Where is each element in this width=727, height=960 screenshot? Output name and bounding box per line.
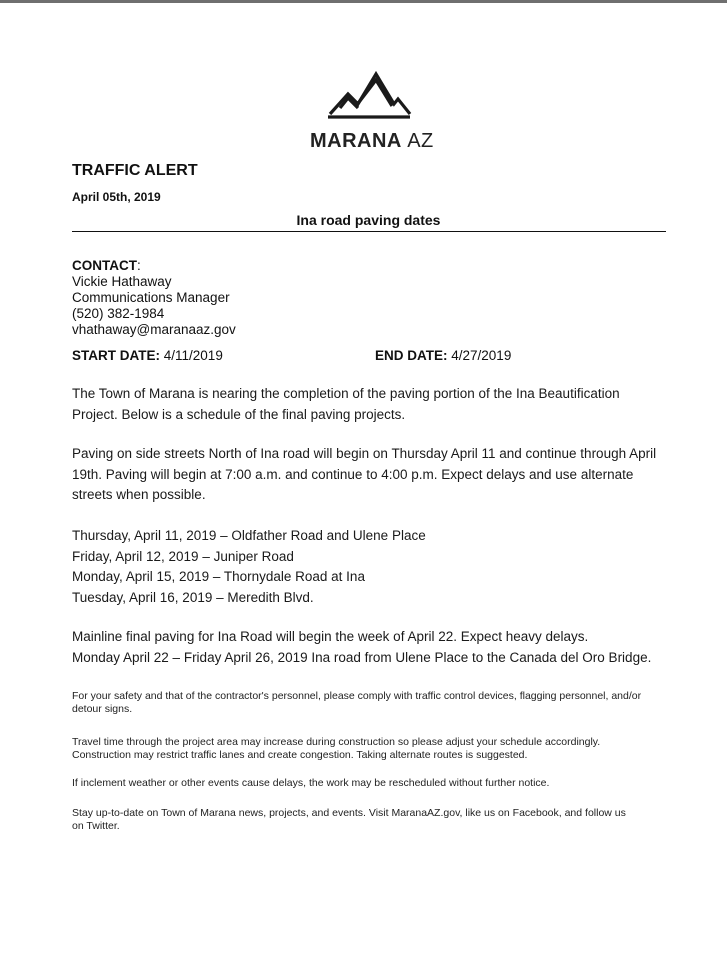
- end-date: END DATE: 4/27/2019: [375, 348, 512, 363]
- travel-note: Travel time through the project area may increase during construction so please adjust your schedule accordingly. Construction may restrict traffic lanes and create congestion. Taking alternate routes is suggested.: [72, 736, 601, 761]
- contact-block: [72, 258, 236, 338]
- contact-phone: (520) 382-1984: [72, 306, 165, 321]
- stay-updated-note: Stay up-to-date on Town of Marana news, projects, and events. Visit MaranaAZ.gov, like us on Facebook, and follow us on Twitter.: [72, 807, 626, 832]
- schedule-item: Friday, April 12, 2019 – Juniper Road: [72, 548, 294, 564]
- contact-heading: CONTACT:: [72, 258, 141, 273]
- schedule-item: Tuesday, April 16, 2019 – Meredith Blvd.: [72, 589, 314, 605]
- intro-paragraph: The Town of Marana is nearing the completion of the paving portion of the Ina Beautification Project. Below is a schedule of the final paving projects.: [72, 386, 620, 422]
- top-border: [0, 0, 727, 3]
- marana-logo: [310, 68, 434, 156]
- contact-title: Communications Manager: [72, 290, 230, 305]
- alert-date: April 05th, 2019: [72, 190, 161, 204]
- mountain-icon: [326, 68, 412, 120]
- divider: [72, 231, 666, 232]
- weather-note: If inclement weather or other events cause delays, the work may be rescheduled without further notice.: [72, 777, 550, 789]
- mainline-paragraph: Mainline final paving for Ina Road will begin the week of April 22. Expect heavy delays. Monday April 22 – Friday April 26, 2019 Ina road from Ulene Place to the Canada del Oro Bridge.: [72, 629, 652, 665]
- schedule-item: Monday, April 15, 2019 – Thornydale Road at Ina: [72, 569, 365, 584]
- contact-name: Vickie Hathaway: [72, 274, 172, 289]
- subject-heading: Ina road paving dates: [296, 212, 441, 228]
- contact-email: vhathaway@maranaaz.gov: [72, 322, 236, 337]
- start-date: START DATE: 4/11/2019: [72, 348, 223, 363]
- side-streets-paragraph: Paving on side streets North of Ina road will begin on Thursday April 11 and continue through April 19th. Paving will begin at 7:00 a.m. and continue to 4:00 p.m. Expect delays and use alternate streets when possible.: [72, 446, 657, 502]
- safety-note: For your safety and that of the contractor's personnel, please comply with traffic control devices, flagging personnel, and/or detour signs.: [72, 690, 642, 715]
- paving-schedule: [72, 526, 426, 608]
- schedule-item: Thursday, April 11, 2019 – Oldfather Road and Ulene Place: [72, 528, 426, 543]
- alert-title: TRAFFIC ALERT: [72, 162, 198, 179]
- logo-wordmark: MARANA AZ: [310, 130, 434, 152]
